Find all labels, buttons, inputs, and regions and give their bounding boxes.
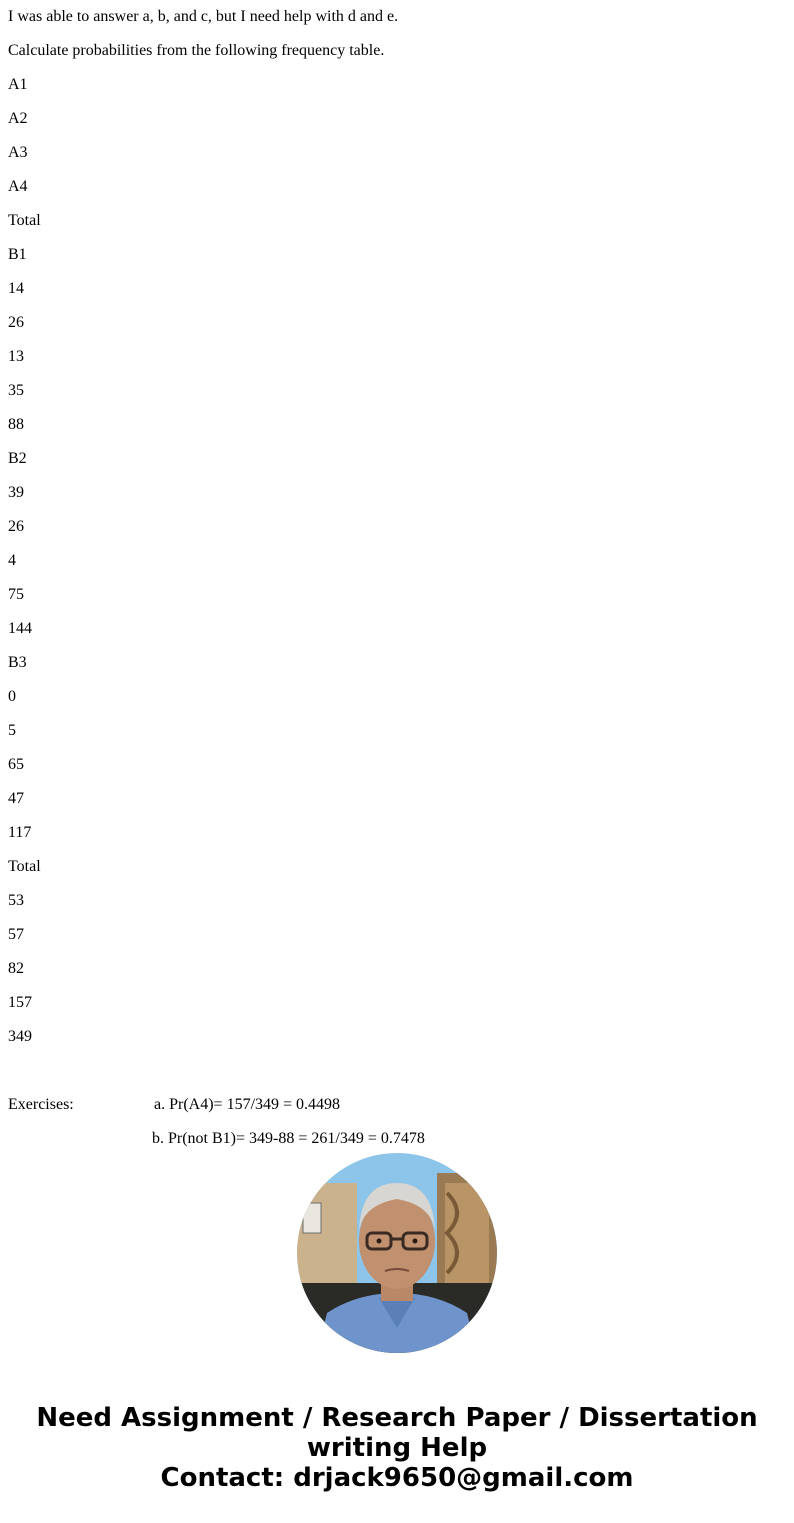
table-cell: A3 — [8, 144, 28, 161]
table-cell: 75 — [8, 586, 24, 603]
exercises-label: Exercises: — [8, 1096, 74, 1113]
table-cell: A2 — [8, 110, 28, 127]
table-cell: 65 — [8, 756, 24, 773]
table-cell: 4 — [8, 552, 16, 569]
table-cell: 35 — [8, 382, 24, 399]
table-cell: 39 — [8, 484, 24, 501]
table-cell — [8, 1054, 786, 1088]
table-cell: 117 — [8, 824, 32, 841]
exercise-row-a — [8, 1088, 786, 1122]
table-cell: 5 — [8, 722, 16, 739]
table-cell: B1 — [8, 246, 27, 263]
question-body — [8, 0, 786, 1156]
table-cell: 13 — [8, 348, 24, 365]
table-cell: 26 — [8, 314, 24, 331]
table-cell: 14 — [8, 280, 24, 297]
table-cell: 144 — [8, 620, 32, 637]
tutor-portrait-image — [297, 1153, 497, 1353]
table-cell: B2 — [8, 450, 27, 467]
table-cell: Total — [8, 858, 41, 875]
table-cell: 82 — [8, 960, 24, 977]
table-cell: A4 — [8, 178, 28, 195]
table-cell: 88 — [8, 416, 24, 433]
table-cell: Total — [8, 212, 41, 229]
table-cell: 0 — [8, 688, 16, 705]
promo-line-1: Need Assignment / Research Paper / Dissertation — [36, 1403, 758, 1433]
table-cell: 157 — [8, 994, 32, 1011]
table-cell: A1 — [8, 76, 28, 93]
table-cell: B3 — [8, 654, 27, 671]
exercise-b: b. Pr(not B1)= 349-88 = 261/349 = 0.7478 — [152, 1130, 425, 1147]
promo-line-2: writing Help — [306, 1433, 488, 1463]
instruction-text: Calculate probabilities from the following frequency table. — [8, 42, 385, 59]
table-cell: 47 — [8, 790, 24, 807]
table-cell: 349 — [8, 1028, 32, 1045]
table-cell: 53 — [8, 892, 24, 909]
table-cell: 57 — [8, 926, 24, 943]
table-cell: 26 — [8, 518, 24, 535]
frequency-table — [8, 68, 786, 1088]
promo-contact: Contact: drjack9650@gmail.com — [160, 1463, 634, 1493]
intro-text: I was able to answer a, b, and c, but I need help with d and e. — [8, 8, 399, 25]
promo-banner — [0, 1403, 794, 1493]
exercise-row-b — [8, 1122, 786, 1156]
exercise-a: a. Pr(A4)= 157/349 = 0.4498 — [154, 1096, 341, 1113]
